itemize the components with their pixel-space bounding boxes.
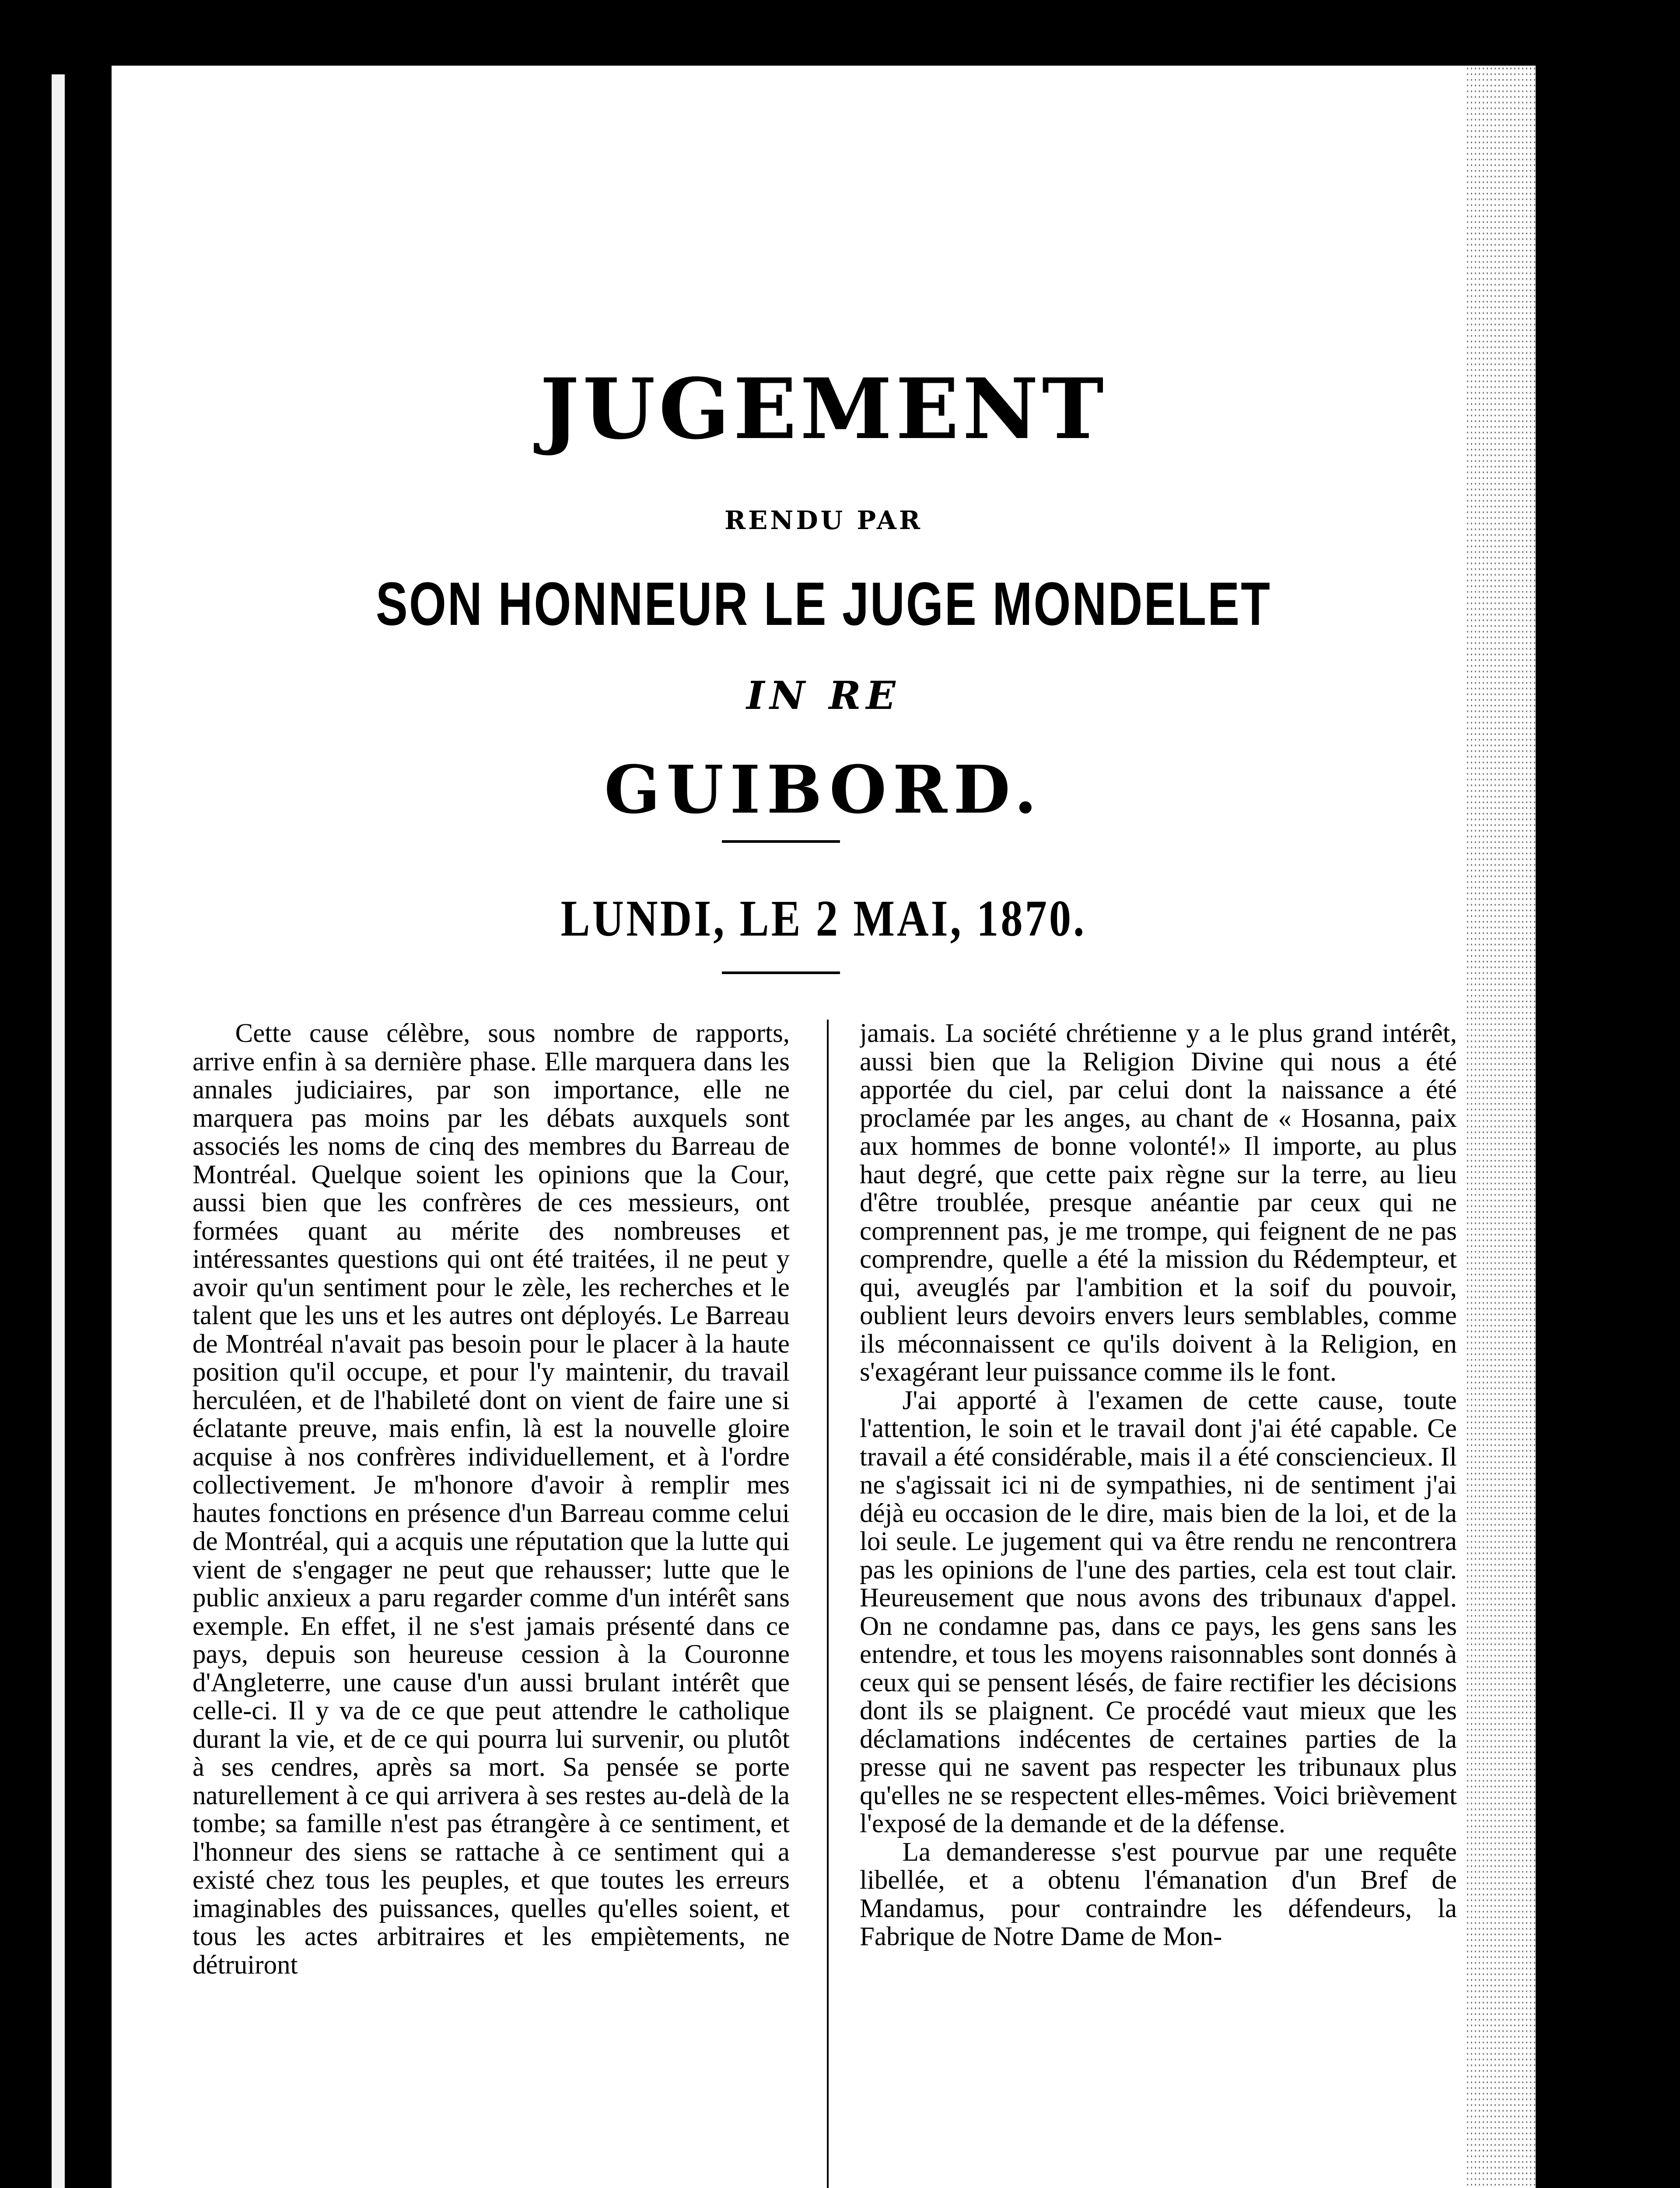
column-divider — [827, 1020, 829, 2188]
document-page — [112, 66, 1536, 2188]
left-column — [192, 1020, 790, 2188]
paragraph: La demanderesse s'est pourvue par une requête libellée, et a obtenu l'émanation d'un Bref de Mandamus, pour contraindre les défendeurs, la Fabrique de Notre Dame de Mon- — [860, 1837, 1457, 1951]
judge-name: SON HONNEUR LE JUGE MONDELET — [375, 569, 1272, 638]
case-name: GUIBORD. — [604, 751, 1043, 828]
paragraph: J'ai apporté à l'examen de cette cause, toute l'attention, le soin et le travail dont j'ai été capable. Ce travail a été considérable, mais il a été consciencieux. Il ne s'agissait ici ni de sympathies, ni de sentiment j'ai déjà eu occasion de le dire, mais bien de la loi, et de la loi seule. Le jugement qui va être rendu ne rencontrera pas les opinions de l'une des parties, cela est tout clair. Heureusement que nous avons des tribunaux d'appel. On ne condamne pas, dans ce pays, les gens sans les entendre, et tous les moyens raisonnables sont donnés à ceux qui se pensent lésés, de faire rectifier les décisions dont ils se plaignent. Ce procédé vaut mieux que les déclamations indécentes de certaines parties de la presse qui ne savent pas respecter les tribunaux plus qu'elles ne se respectent elles-mêmes. Voici brièvement l'exposé de la demande et de la défense. — [860, 1385, 1457, 1838]
paragraph: Cette cause célèbre, sous nombre de rapports, arrive enfin à sa dernière phase. Elle marquera dans les annales judiciaires, par son importance, elle ne marquera pas moins par les débats auxquels sont associés les noms de cinq des membres du Barreau de Montréal. Quelque soient les opinions que la Cour, aussi bien que les confrères de ces messieurs, ont formées quant au mérite des nombreuses et intéressantes questions qui ont été traitées, il ne peut y avoir qu'un sentiment pour le zèle, les recherches et le talent que les uns et les autres ont déployés. Le Barreau de Montréal n'avait pas besoin pour le placer à la haute position qu'il occupe, et pour l'y maintenir, du travail herculéen, et de l'habileté dont on vient de faire une si éclatante preuve, mais enfin, là est la nouvelle gloire acquise à nos confrères individuellement, et à l'ordre collectivement. Je m'honore d'avoir à remplir mes hautes fonctions en présence d'un Barreau comme celui de Montréal, qui a acquis une réputation que la lutte qui vient de s'engager ne peut que rehausser; lutte que le public anxieux a paru regarder comme d'un intérêt sans exemple. En effet, il ne s'est jamais présenté dans ce pays, depuis son heureuse cession à la Couronne d'Angleterre, une cause d'un aussi brulant intérêt que celle-ci. Il y va de ce que peut attendre le catholique durant la vie, et de ce qui pourra lui survenir, ou plutôt à ses cendres, après sa mort. Sa pensée se porte naturellement à ce qui arrivera à ses restes au-delà de la tombe; sa famille n'est pas étrangère à ce sentiment, et l'honneur des siens se rattache à ce sentiment qui a existé chez tous les peuples, et que toutes les erreurs imaginables des puissances, quelles qu'elles soient, et tous les actes arbitraires et les empiètements, ne détruiront — [192, 1020, 790, 1980]
judgment-date: LUNDI, LE 2 MAI, 1870. — [560, 890, 1087, 947]
scan-edge — [52, 74, 65, 2188]
rendered-by-label: RENDU PAR — [724, 505, 923, 535]
right-column — [860, 1020, 1457, 2188]
paragraph: jamais. La société chrétienne y a le plus grand intérêt, aussi bien que la Religion Divine qui nous a été apportée du ciel, par celui dont la naissance a été proclamée par les anges, au chant de « Hosanna, paix aux hommes de bonne volonté!» Il importe, au plus haut degré, que cette paix règne sur la terre, au lieu d'être troublée, presque anéantie par ceux qui ne comprennent pas, je me trompe, qui feignent de ne pas comprendre, quelle a été la mission du Rédempteur, et qui, aveuglés par l'ambition et la soif du pouvoir, oublient leurs devoirs envers leurs semblables, comme ils méconnaissent ce qu'ils doivent à la Religion, en s'exagérant leur puissance comme ils le font. — [860, 1020, 1457, 1387]
in-re-label: IN RE — [746, 673, 901, 718]
document-title: JUGEMENT — [540, 360, 1107, 458]
divider-rule — [722, 971, 840, 974]
document-header — [112, 66, 1536, 985]
body-columns — [192, 1020, 1457, 2188]
divider-rule — [722, 840, 840, 843]
